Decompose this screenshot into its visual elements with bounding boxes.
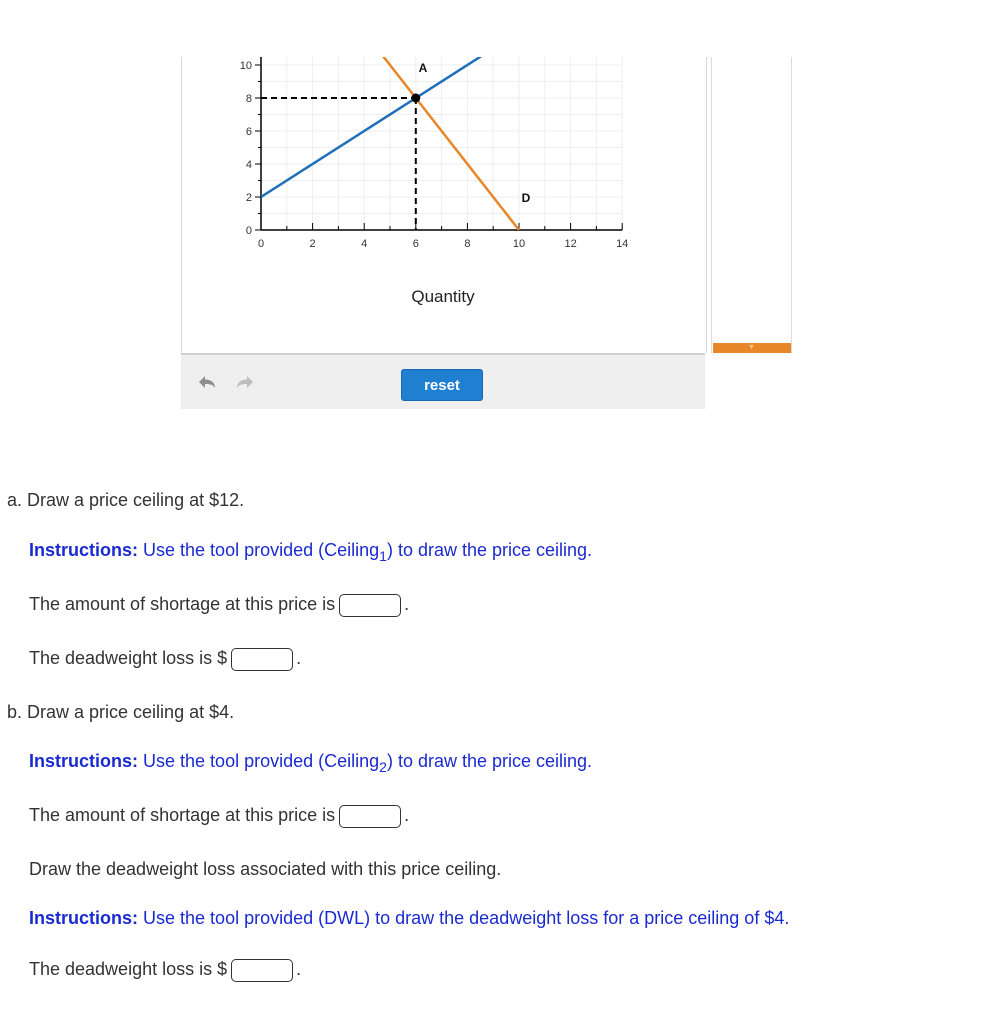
x-tick-label: 10	[512, 238, 526, 250]
part-b-draw-dwl-text: Draw the deadweight loss associated with this price ceiling.	[29, 859, 502, 879]
y-tick-label: 10	[239, 60, 252, 72]
y-tick-label: 0	[245, 225, 252, 237]
y-tick-label: 8	[245, 93, 252, 105]
undo-icon[interactable]	[196, 373, 218, 391]
part-b-prompt: b. Draw a price ceiling at $4.	[7, 702, 235, 722]
price-quantity-graph[interactable]	[182, 57, 706, 353]
part-b-dwl-input[interactable]	[231, 959, 293, 982]
x-tick-label: 6	[412, 238, 419, 250]
y-tick-label: 6	[245, 126, 252, 138]
equilibrium-point	[411, 94, 420, 103]
y-tick-label: 2	[245, 192, 252, 204]
chevron-down-icon: ▼	[748, 344, 755, 351]
graph-toolbar	[181, 353, 705, 409]
point-a-label: A	[418, 61, 428, 75]
part-a-dwl-question: The deadweight loss is $ .	[29, 647, 301, 671]
tool-palette	[711, 57, 792, 353]
x-tick-label: 12	[564, 238, 577, 250]
demand-label: D	[521, 191, 531, 205]
part-b-shortage-question: The amount of shortage at this price is .	[29, 804, 409, 828]
demand-curve	[375, 57, 519, 230]
x-tick-label: 14	[616, 238, 629, 250]
x-tick-label: 2	[309, 238, 316, 250]
part-a-dwl-input[interactable]	[231, 648, 293, 671]
part-a-prompt: a. Draw a price ceiling at $12.	[7, 490, 245, 510]
x-tick-label: 4	[361, 238, 368, 250]
reset-button[interactable]: reset	[401, 369, 483, 401]
redo-icon[interactable]	[234, 373, 256, 391]
part-b-dwl-question: The deadweight loss is $ .	[29, 958, 301, 982]
x-axis-label: Quantity	[411, 287, 475, 306]
part-a-shortage-input[interactable]	[339, 594, 401, 617]
part-a-shortage-question: The amount of shortage at this price is .	[29, 593, 409, 617]
y-tick-label: 4	[245, 159, 252, 171]
x-tick-label: 8	[464, 238, 471, 250]
x-tick-label: 0	[257, 238, 265, 250]
part-b-shortage-input[interactable]	[339, 805, 401, 828]
palette-expand-tab[interactable]	[713, 343, 791, 353]
part-b-dwl-instructions: Instructions: Use the tool provided (DWL) to draw the deadweight loss for a price ceiling of $4.	[29, 908, 790, 928]
part-b-instructions: Instructions: Use the tool provided (Ceiling$_2$) to draw the price ceiling.	[29, 751, 593, 775]
part-a-instructions: Instructions: Use the tool provided (Ceiling$_1$) to draw the price ceiling.	[29, 540, 593, 564]
graph-panel[interactable]	[181, 57, 707, 353]
